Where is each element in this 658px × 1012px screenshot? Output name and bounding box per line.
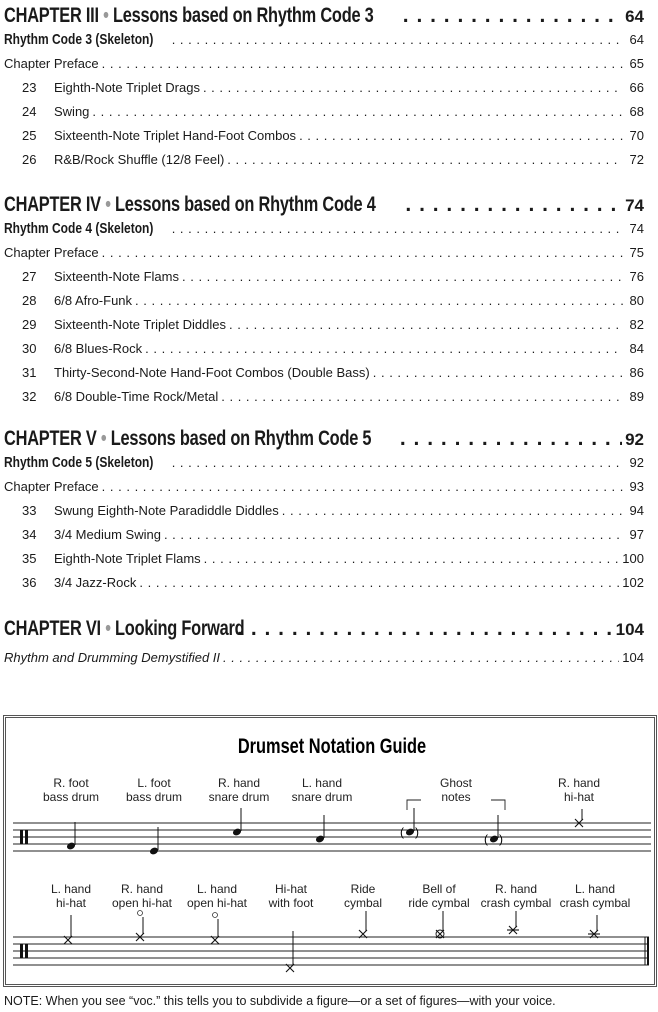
paren-icon: ) xyxy=(415,825,419,839)
notation-label: R. hand xyxy=(494,882,538,896)
notation-label: open hi-hat xyxy=(111,896,173,910)
entry-label: Rhythm Code 5 (Skeleton) xyxy=(4,454,154,471)
page-number: 64 xyxy=(625,7,644,26)
paren-icon: ( xyxy=(400,825,404,839)
entry-label: Swung Eighth-Note Paradiddle Diddles xyxy=(54,503,279,518)
percussion-clef-icon xyxy=(20,830,23,844)
notation-label: notes xyxy=(441,790,471,804)
entry-label: Sixteenth-Note Triplet Diddles xyxy=(54,317,226,332)
page-number: 104 xyxy=(622,650,644,665)
notation-label: hi-hat xyxy=(55,896,87,910)
entry-label: Thirty-Second-Note Hand-Foot Combos (Double Bass) xyxy=(54,365,370,380)
entry-label: Rhythm Code 3 (Skeleton) xyxy=(4,31,154,48)
notation-label: cymbal xyxy=(343,896,383,910)
page-number: 84 xyxy=(629,341,644,356)
notation-label: crash cymbal xyxy=(559,896,631,910)
notation-label: L. hand xyxy=(574,882,616,896)
page-number: 65 xyxy=(629,56,644,71)
notation-label: snare drum xyxy=(208,790,270,804)
entry-label: Rhythm and Drumming Demystified II xyxy=(4,650,221,665)
lesson-number: 23 xyxy=(22,80,37,95)
notation-label: open hi-hat xyxy=(186,896,248,910)
bullet: • xyxy=(103,4,109,27)
chapter-title: Looking Forward xyxy=(115,617,245,640)
entry-label: 6/8 Double-Time Rock/Metal xyxy=(54,389,219,404)
notation-label: bass drum xyxy=(125,790,183,804)
entry-label: Rhythm Code 4 (Skeleton) xyxy=(4,220,154,237)
page-number: 82 xyxy=(629,317,644,332)
chapter-number: CHAPTER IV xyxy=(4,193,101,216)
notation-label: snare drum xyxy=(291,790,353,804)
guide-title: Drumset Notation Guide xyxy=(237,734,427,758)
final-bar-line xyxy=(647,937,649,965)
notation-label: ride cymbal xyxy=(408,896,470,910)
page-number: 75 xyxy=(629,245,644,260)
page-number: 68 xyxy=(629,104,644,119)
page-number: 80 xyxy=(629,293,644,308)
notation-label: R. hand xyxy=(120,882,164,896)
page-number: 100 xyxy=(622,551,644,566)
notation-label: L. hand xyxy=(196,882,238,896)
lesson-number: 26 xyxy=(22,152,37,167)
page-number: 86 xyxy=(629,365,644,380)
notation-label: Ride xyxy=(350,882,376,896)
notation-label: L. hand xyxy=(301,776,343,790)
open-circle-icon xyxy=(213,913,218,918)
notation-label: bass drum xyxy=(42,790,100,804)
lesson-number: 36 xyxy=(22,575,37,590)
voc-note: NOTE: When you see “voc.” this tells you to subdivide a figure—or a set of figures—with your voice. xyxy=(4,994,556,1008)
lesson-number: 33 xyxy=(22,503,37,518)
entry-label: Chapter Preface xyxy=(4,245,99,260)
bullet: • xyxy=(100,427,107,450)
notation-label: L. hand xyxy=(50,882,92,896)
entry-label: R&B/Rock Shuffle (12/8 Feel) xyxy=(54,152,225,167)
drumset-notation-guide xyxy=(3,715,657,987)
page-number: 102 xyxy=(622,575,644,590)
entry-label: Chapter Preface xyxy=(4,479,99,494)
lesson-number: 30 xyxy=(22,341,37,356)
notation-staves xyxy=(3,3,658,1012)
page-number: 93 xyxy=(629,479,644,494)
notation-label: Hi-hat xyxy=(274,882,308,896)
entry-label: Chapter Preface xyxy=(4,56,99,71)
page-number: 74 xyxy=(625,196,644,215)
entry-label: 6/8 Blues-Rock xyxy=(54,341,143,356)
chapter-title: Lessons based on Rhythm Code 3 xyxy=(112,4,374,27)
entry-label: Swing xyxy=(54,104,90,119)
open-circle-icon xyxy=(138,911,143,916)
paren-icon: ) xyxy=(499,832,503,846)
lesson-number: 32 xyxy=(22,389,37,404)
notation-label: R. hand xyxy=(217,776,261,790)
page-number: 70 xyxy=(629,128,644,143)
page-number: 92 xyxy=(629,455,644,470)
notation-label: hi-hat xyxy=(563,790,595,804)
entry-label: Eighth-Note Triplet Flams xyxy=(54,551,201,566)
entry-label: 3/4 Medium Swing xyxy=(54,527,161,542)
page-number: 92 xyxy=(625,430,644,449)
bullet: • xyxy=(105,617,111,640)
lesson-number: 25 xyxy=(22,128,37,143)
lesson-number: 24 xyxy=(22,104,37,119)
bullet: • xyxy=(105,193,111,216)
notation-label: Ghost xyxy=(439,776,473,790)
entry-label: Sixteenth-Note Flams xyxy=(54,269,179,284)
page-number: 74 xyxy=(629,221,644,236)
lesson-number: 27 xyxy=(22,269,37,284)
entry-label: Sixteenth-Note Triplet Hand-Foot Combos xyxy=(54,128,297,143)
lesson-number: 29 xyxy=(22,317,37,332)
chapter-number: CHAPTER VI xyxy=(4,617,101,640)
lesson-number: 35 xyxy=(22,551,37,566)
chapter-number: CHAPTER V xyxy=(4,427,97,450)
chapter-title: Lessons based on Rhythm Code 4 xyxy=(115,193,376,216)
entry-label: Eighth-Note Triplet Drags xyxy=(54,80,200,95)
entry-label: 6/8 Afro-Funk xyxy=(54,293,133,308)
percussion-clef-icon xyxy=(25,830,28,844)
page-number: 66 xyxy=(629,80,644,95)
page-number: 64 xyxy=(629,32,644,47)
percussion-clef-icon xyxy=(20,944,23,958)
notation-label: Bell of xyxy=(422,882,456,896)
page-number: 97 xyxy=(629,527,644,542)
page-number: 76 xyxy=(629,269,644,284)
paren-icon: ( xyxy=(484,832,488,846)
page-number: 72 xyxy=(629,152,644,167)
notation-label: L. foot xyxy=(137,776,171,790)
notation-label: crash cymbal xyxy=(480,896,552,910)
notation-label: R. foot xyxy=(53,776,89,790)
page-number: 89 xyxy=(629,389,644,404)
lesson-number: 31 xyxy=(22,365,37,380)
lesson-number: 34 xyxy=(22,527,37,542)
entry-label: 3/4 Jazz-Rock xyxy=(54,575,137,590)
notation-label: with foot xyxy=(268,896,314,910)
chapter-number: CHAPTER III xyxy=(4,4,99,27)
notation-label: R. hand xyxy=(557,776,601,790)
page-number: 104 xyxy=(615,620,644,639)
page-number: 94 xyxy=(629,503,644,518)
chapter-title: Lessons based on Rhythm Code 5 xyxy=(110,427,372,450)
lesson-number: 28 xyxy=(22,293,37,308)
percussion-clef-icon xyxy=(25,944,28,958)
